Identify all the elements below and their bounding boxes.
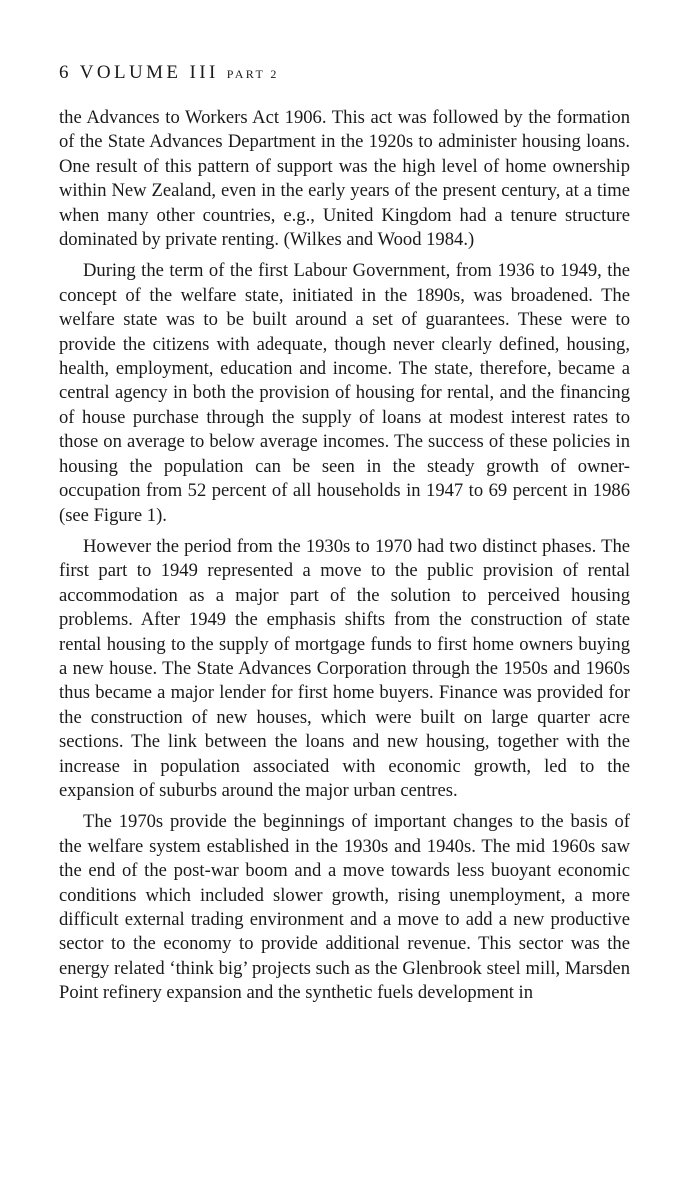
paragraph: During the term of the first Labour Government, from 1936 to 1949, the concept of the welfare state, initiated in the 1890s, was broadened. The welfare state was to be built around a set of guarantees. These were to provide the citizens with adequate, though never clearly defined, housing, health, employment, education and income. The state, therefore, became a central agency in both the provision of housing for rental, and the financing of house purchase through the supply of loans at modest interest rates to those on average to below average incomes. The success of these policies in housing the population can be seen in the steady growth of owner-occupation from 52 percent of all households in 1947 to 69 percent in 1986 (see Figure 1). (59, 260, 630, 526)
page-number: 6 (59, 62, 71, 83)
part-label: PART 2 (226, 67, 279, 81)
paragraph: However the period from the 1930s to 1970 had two distinct phases. The first part to 1949 represented a move to the public provision of rental accommodation as a major part of the solution to perceived housing problems. After 1949 the emphasis shifts from the construction of state rental housing to the supply of mortgage funds to first home owners buying a new house. The State Advances Corporation through the 1950s and 1960s thus became a major lender for first home buyers. Finance was provided for the construction of new houses, which were built on large quarter acre sections. The link between the loans and new housing, together with the increase in population associated with economic growth, led to the expansion of suburbs around the major urban centres. (59, 535, 630, 801)
paragraph-continued: the Advances to Workers Act 1906. This act was followed by the formation of the State Advances Department in the 1920s to administer housing loans. One result of this pattern of support was the high level of home ownership within New Zealand, even in the early years of the present century, at a time when many other countries, e.g., United Kingdom had a tenure structure dominated by private renting. (Wilkes and Wood 1984.) (59, 107, 630, 251)
volume-label: VOLUME III (79, 62, 219, 83)
book-page (59, 58, 630, 1006)
running-head (59, 58, 630, 88)
paragraph: The 1970s provide the beginnings of important changes to the basis of the welfare system established in the 1930s and 1940s. The mid 1960s saw the end of the post-war boom and a move towards less buoyant economic conditions which included slower growth, rising unemployment, a more difficult external trading environment and a move to add a new productive sector to the economy to provide additional revenue. This sector was the energy related ‘think big’ projects such as the Glenbrook steel mill, Marsden Point refinery expansion and the synthetic fuels development in (59, 811, 630, 1004)
body-text (59, 106, 630, 1006)
